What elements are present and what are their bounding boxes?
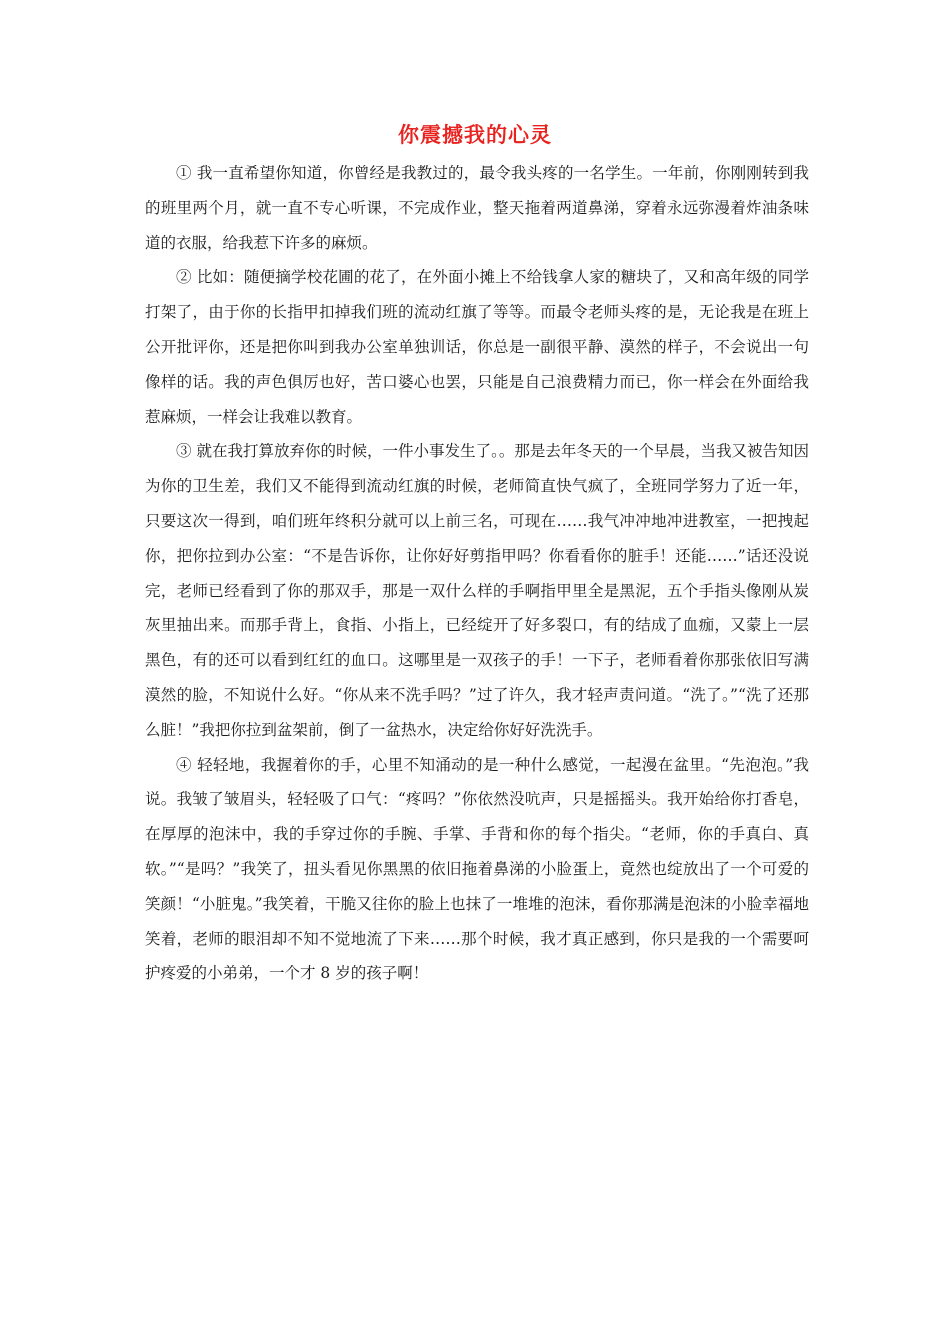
document-title: 你震撼我的心灵: [398, 123, 552, 147]
paragraph-4: ④ 轻轻地，我握着你的手，心里不知涌动的是一种什么感觉，一起漫在盆里。“先泡泡。”我说。我皱了皱眉头，轻轻吸了口气：“疼吗？”你依然没吭声，只是摇摇头。我开始给你打香皂，在厚厚的泡沫中，我的手穿过你的手腕、手掌、手背和你的每个指尖。“老师，你的手真白、真软。”“是吗？”我笑了，扭头看见你黑黑的依旧拖着鼻涕的小脸蛋上，竟然也绽放出了一个可爱的笑颜！“小脏鬼。”我笑着，干脆又往你的脸上也抹了一堆堆的泡沫，看你那满是泡沫的小脸幸福地笑着，老师的眼泪却不知不觉地流了下来……那个时候，我才真正感到，你只是我的一个需要呵护疼爱的小弟弟，一个才 8 岁的孩子啊！: [145, 755, 809, 983]
document-body: [145, 156, 809, 991]
paragraph-2: ② 比如：随便摘学校花圃的花了，在外面小摊上不给钱拿人家的糖块了，又和高年级的同学打架了，由于你的长指甲扣掉我们班的流动红旗了等等。而最令老师头疼的是，无论我是在班上公开批评你，还是把你叫到我办公室单独训话，你总是一副很平静、漠然的样子，不会说出一句像样的话。我的声色俱厉也好，苦口婆心也罢，只能是自己浪费精力而已，你一样会在外面给我惹麻烦，一样会让我难以教育。: [145, 268, 809, 426]
paragraph-1: ① 我一直希望你知道，你曾经是我教过的，最令我头疼的一名学生。一年前，你刚刚转到我的班里两个月，就一直不专心听课，不完成作业，整天拖着两道鼻涕，穿着永远弥漫着炸油条味道的衣服，给我惹下许多的麻烦。: [145, 164, 809, 252]
paragraph-3: ③ 就在我打算放弃你的时候，一件小事发生了。。那是去年冬天的一个早晨，当我又被告知因为你的卫生差，我们又不能得到流动红旗的时候，老师简直快气疯了，全班同学努力了近一年，只要这次一得到，咱们班年终积分就可以上前三名，可现在……我气冲冲地冲进教室，一把拽起你，把你拉到办公室：“不是告诉你，让你好好剪指甲吗？你看看你的脏手！还能……”话还没说完，老师已经看到了你的那双手，那是一双什么样的手啊指甲里全是黑泥，五个手指头像刚从炭灰里抽出来。而那手背上，食指、小指上，已经绽开了好多裂口，有的结成了血痂，又蒙上一层黑色，有的还可以看到红红的血口。这哪里是一双孩子的手！一下子，老师看着你那张依旧写满漠然的脸，不知说什么好。“你从来不洗手吗？”过了许久，我才轻声责问道。“洗了。”“洗了还那么脏！”我把你拉到盆架前，倒了一盆热水，决定给你好好洗洗手。: [145, 442, 809, 739]
